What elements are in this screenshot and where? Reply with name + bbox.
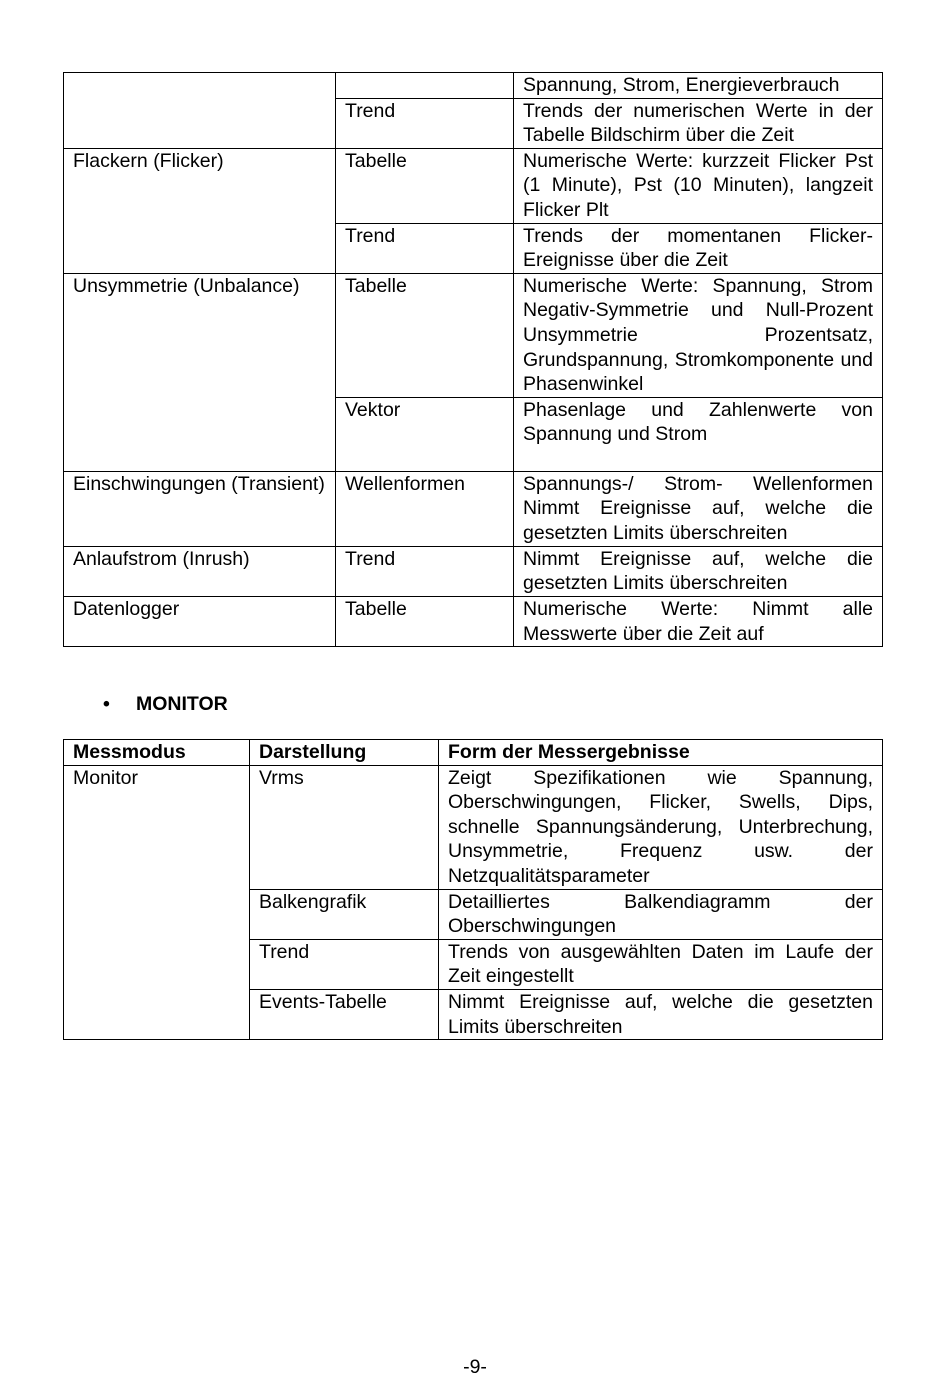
section-heading (103, 692, 228, 717)
table-row (64, 148, 883, 223)
table-cell: Anlaufstrom (Inrush) (64, 546, 336, 596)
table-cell: Phasenlage und Zahlenwerte von Spannung und Strom (514, 397, 883, 471)
table-cell: Tabelle (336, 273, 514, 397)
column-header: Messmodus (64, 740, 250, 766)
table-cell: Trends der momentanen Flicker-Ereignisse über die Zeit (514, 223, 883, 273)
table-cell: Tabelle (336, 148, 514, 223)
table-cell: Monitor (64, 765, 250, 1040)
table-cell: Trends der numerischen Werte in der Tabelle Bildschirm über die Zeit (514, 98, 883, 148)
table-cell: Zeigt Spezifikationen wie Spannung, Oberschwingungen, Flicker, Swells, Dips, schnelle Spannungsänderung, Unterbrechung, Unsymmetrie, Frequenz usw. der Netzqualitätsparameter (439, 765, 883, 889)
table-cell: Vrms (250, 765, 439, 889)
table-cell: Trend (336, 98, 514, 148)
measurement-modes-table-continued (63, 72, 883, 647)
table-row (64, 471, 883, 546)
table-cell: Trend (250, 939, 439, 989)
column-header: Form der Messergebnisse (439, 740, 883, 766)
bullet-icon: • (103, 693, 110, 715)
table-cell (336, 73, 514, 99)
table-cell: Einschwingungen (Transient) (64, 471, 336, 546)
table-cell: Tabelle (336, 596, 514, 646)
table-cell: Datenlogger (64, 596, 336, 646)
table-cell: Trend (336, 546, 514, 596)
table-row (64, 273, 883, 397)
table-cell: Wellenformen (336, 471, 514, 546)
table-cell: Vektor (336, 397, 514, 471)
table-row (64, 765, 883, 889)
column-header: Darstellung (250, 740, 439, 766)
table-cell: Events-Tabelle (250, 989, 439, 1039)
page-number: -9- (463, 1356, 487, 1378)
table-cell: Nimmt Ereignisse auf, welche die gesetzten Limits überschreiten (514, 546, 883, 596)
table-header-row (64, 740, 883, 766)
table-row (64, 73, 883, 99)
table-cell: Nimmt Ereignisse auf, welche die gesetzten Limits überschreiten (439, 989, 883, 1039)
monitor-modes-table (63, 739, 883, 1040)
table-cell (64, 73, 336, 149)
table-cell: Unsymmetrie (Unbalance) (64, 273, 336, 471)
table-row (64, 546, 883, 596)
table-cell: Flackern (Flicker) (64, 148, 336, 273)
section-title: MONITOR (136, 693, 228, 715)
table-cell: Numerische Werte: kurzzeit Flicker Pst (1 Minute), Pst (10 Minuten), langzeit Flicker Plt (514, 148, 883, 223)
table-cell: Trend (336, 223, 514, 273)
table-cell: Balkengrafik (250, 889, 439, 939)
table-cell: Numerische Werte: Nimmt alle Messwerte über die Zeit auf (514, 596, 883, 646)
table-cell: Numerische Werte: Spannung, Strom Negativ-Symmetrie und Null-Prozent Unsymmetrie Prozentsatz, Grundspannung, Stromkomponente und Phasenwinkel (514, 273, 883, 397)
table-cell: Detailliertes Balkendiagramm der Oberschwingungen (439, 889, 883, 939)
table-cell: Trends von ausgewählten Daten im Laufe der Zeit eingestellt (439, 939, 883, 989)
table-row (64, 596, 883, 646)
table-cell: Spannungs-/ Strom- Wellenformen Nimmt Ereignisse auf, welche die gesetzten Limits überschreiten (514, 471, 883, 546)
table-cell: Spannung, Strom, Energieverbrauch (514, 73, 883, 99)
